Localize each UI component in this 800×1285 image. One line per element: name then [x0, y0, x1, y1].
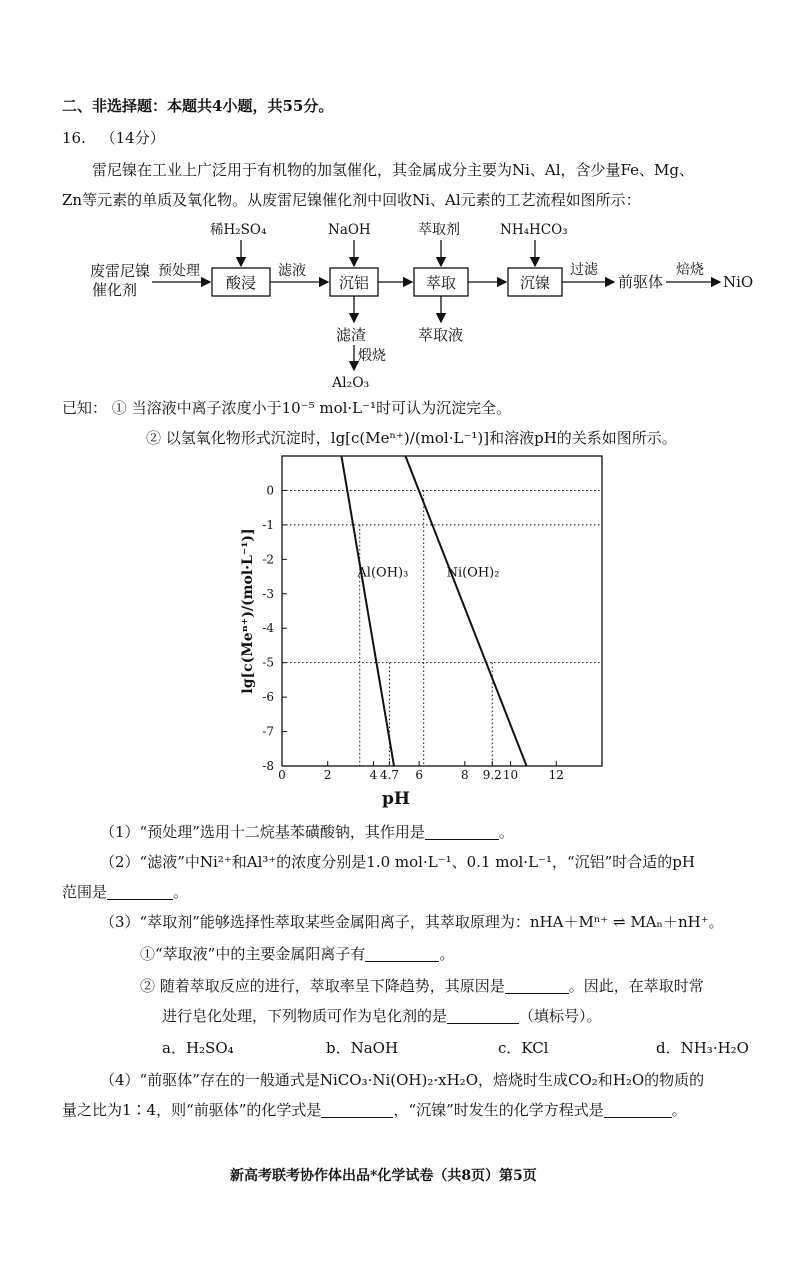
y-tick-label-5: -5	[262, 655, 274, 670]
answer-blank-4b[interactable]	[604, 1101, 672, 1118]
question-2-range-text: 范围是	[62, 883, 108, 901]
x-tick-label-7: 10	[502, 768, 519, 782]
series-label-1: Ni(OH)₂	[446, 565, 500, 581]
y-tick-label-7: -7	[262, 724, 274, 739]
question-1-text: （1）“预处理”选用十二烷基苯磺酸钠，其作用是	[100, 823, 425, 841]
question-points: （14分）	[100, 129, 165, 147]
answer-blank-4a[interactable]	[321, 1101, 393, 1118]
start-material-line2: 催化剂	[92, 281, 138, 299]
x-tick-label-8: 12	[548, 768, 564, 782]
box-extraction-label: 萃取	[426, 274, 457, 292]
arrow-pretreat-label: 预处理	[158, 263, 200, 279]
x-tick-label-1: 2	[323, 768, 332, 782]
question-3-intro: （3）“萃取剂”能够选择性萃取某些金属阳离子，其萃取原理为：nHA＋Mⁿ⁺ ⇌ MAₙ＋nH⁺。	[100, 913, 724, 931]
question-number: 16.	[62, 129, 86, 147]
nh4hco3-reagent-label: NH₄HCO₃	[500, 222, 568, 238]
y-tick-label-2: -2	[262, 552, 274, 567]
x-tick-label-3: 4.7	[379, 768, 399, 782]
answer-blank-1[interactable]	[425, 823, 499, 840]
question-3-1-text: ①“萃取液”中的主要金属阳离子有	[140, 945, 366, 963]
intro-line-2: Zn等元素的单质及氧化物。从废雷尼镍催化剂中回收Ni、Al元素的工艺流程如图所示：	[62, 191, 641, 209]
extract-liquid-label: 萃取液	[418, 326, 464, 344]
y-tick-label-8: -8	[262, 759, 274, 773]
y-tick-label-0: 0	[266, 483, 274, 498]
series-line-0	[341, 456, 394, 766]
option-b: b．NaOH	[326, 1039, 399, 1057]
plot-frame	[282, 456, 602, 766]
y-tick-label-1: -1	[262, 517, 274, 532]
acid-reagent-label: 稀H₂SO₄	[210, 222, 267, 238]
start-material-line1: 废雷尼镍	[90, 262, 151, 280]
answer-blank-3-2a[interactable]	[505, 977, 569, 994]
intro-line-1: 雷尼镍在工业上广泛用于有机物的加氢催化，其金属成分主要为Ni、Al，含少量Fe、Mg、	[92, 161, 694, 179]
known-label: 已知：	[62, 399, 108, 417]
option-a: a．H₂SO₄	[162, 1039, 234, 1057]
naoh-reagent-label: NaOH	[328, 222, 371, 238]
arrow-roast-label: 焙烧	[676, 262, 704, 278]
option-c: c．KCl	[498, 1039, 549, 1057]
y-tick-label-6: -6	[262, 690, 274, 705]
period-2: 。	[173, 883, 189, 901]
x-tick-label-4: 6	[415, 768, 423, 782]
answer-blank-3-1[interactable]	[365, 945, 439, 962]
period-4: 。	[671, 1101, 687, 1119]
question-3-2-text-a: ② 随着萃取反应的进行，萃取率呈下降趋势，其原因是	[140, 977, 505, 995]
box-acid-leach-label: 酸浸	[226, 274, 257, 292]
residue-label: 滤渣	[336, 326, 367, 344]
section-header: 二、非选择题：本题共4小题，共55分。	[62, 97, 334, 115]
question-3-2-text-d: （填标号）。	[519, 1007, 602, 1025]
x-axis-label: pH	[382, 789, 410, 809]
calcine-label: 煅烧	[358, 348, 386, 364]
x-tick-label-0: 0	[278, 768, 286, 782]
process-flow-diagram	[0, 212, 800, 392]
series-label-0: Al(OH)₃	[357, 565, 409, 581]
nio-label: NiO	[723, 273, 754, 291]
x-tick-label-5: 8	[461, 768, 469, 782]
period-3: 。	[439, 945, 455, 963]
question-3-2-text-b: 。因此，在萃取时常	[568, 977, 704, 995]
question-4-text-a: 量之比为1∶4，则“前驱体”的化学式是	[62, 1101, 322, 1119]
answer-blank-3-2b[interactable]	[447, 1007, 519, 1024]
x-tick-label-2: 4	[369, 768, 378, 782]
arrow-filtrate-label: 滤液	[278, 263, 306, 279]
precursor-label: 前驱体	[618, 273, 664, 291]
known-item-1: ① 当溶液中离子浓度小于10⁻⁵ mol·L⁻¹时可认为沉淀完全。	[111, 399, 512, 417]
x-tick-label-6: 9.2	[482, 768, 502, 782]
y-axis-label: lg[c(Meⁿ⁺)/(mol·L⁻¹)]	[240, 528, 256, 694]
known-line-1	[62, 398, 511, 418]
question-2-line1: （2）“滤液”中Ni²⁺和Al³⁺的浓度分别是1.0 mol·L⁻¹、0.1 mol·L⁻¹，“沉铝”时合适的pH	[100, 853, 695, 871]
question-3-2-line1	[140, 976, 704, 996]
option-d: d．NH₃·H₂O	[656, 1039, 749, 1057]
box-ni-precip-label: 沉镍	[520, 274, 551, 292]
y-tick-label-3: -3	[262, 586, 274, 601]
arrow-filter-label: 过滤	[570, 262, 598, 278]
alumina-label: Al₂O₃	[332, 375, 370, 391]
page-footer: 新高考联考协作体出品*化学试卷（共8页）第5页	[230, 1168, 537, 1184]
question-4-line1: （4）“前驱体”存在的一般通式是NiCO₃·Ni(OH)₂·xH₂O，焙烧时生成CO₂和H₂O的物质的	[100, 1071, 705, 1089]
question-3-2-text-c: 进行皂化处理，下列物质可作为皂化剂的是	[162, 1007, 448, 1025]
y-tick-label-4: -4	[262, 621, 274, 636]
box-al-precip-label: 沉铝	[339, 274, 370, 292]
question-4-text-b: ，“沉镍”时发生的化学方程式是	[393, 1101, 604, 1119]
question-2-line2	[62, 882, 188, 902]
ph-log-concentration-chart	[230, 452, 620, 822]
question-4-line2	[62, 1100, 687, 1120]
question-16-number	[62, 128, 165, 148]
known-item-2: ② 以氢氧化物形式沉淀时，lg[c(Meⁿ⁺)/(mol·L⁻¹)]和溶液pH的关系如图所示。	[146, 429, 677, 447]
question-3-2-line2	[162, 1006, 602, 1026]
extractant-label: 萃取剂	[418, 222, 460, 238]
question-3-1	[140, 944, 454, 964]
question-1	[100, 822, 514, 842]
answer-blank-2[interactable]	[107, 883, 173, 900]
period-1: 。	[498, 823, 514, 841]
